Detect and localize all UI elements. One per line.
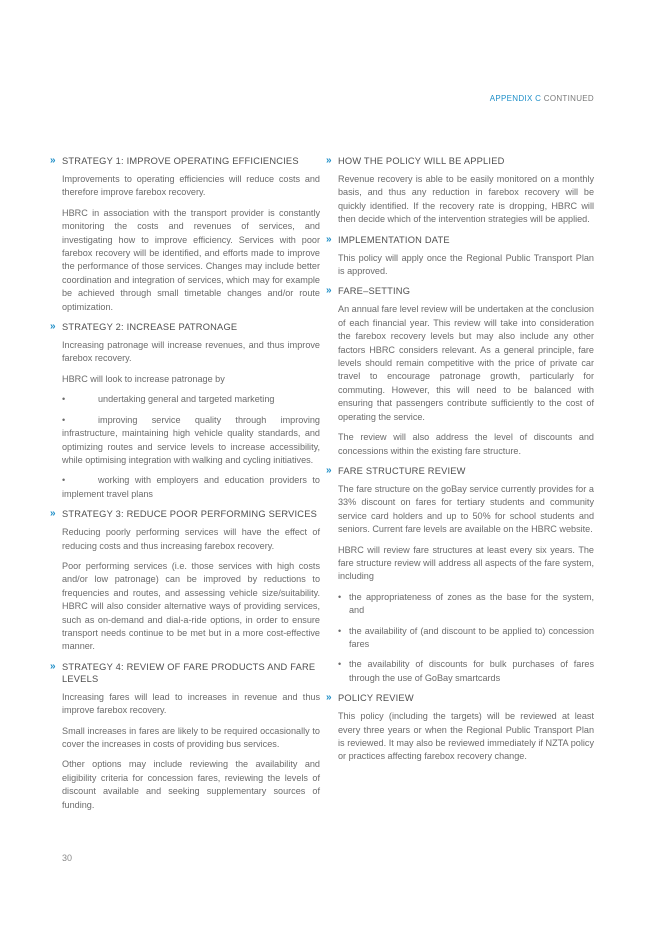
page-header [490, 94, 594, 103]
strategy-3-heading [50, 508, 320, 520]
section-title: HOW THE POLICY WILL BE APPLIED [338, 156, 505, 166]
chevron-icon: » [50, 321, 56, 333]
paragraph: Increasing patronage will increase revenues, and thus improve farebox recovery. [62, 340, 320, 364]
implementation-date-section [326, 234, 594, 279]
paragraph: This policy will apply once the Regional Public Transport Plan is approved. [338, 252, 594, 277]
list-item [338, 591, 594, 618]
paragraph: HBRC in association with the transport provider is constantly monitoring the costs and revenues of services, and investigating how to improve efficiency. Services with poor farebox recovery will be identified, and efforts made to improve the performance of those services. Changes may include better coordination and integration of services, which may for example be achieved through small timetable changes and/or route optimization. [62, 207, 320, 312]
right-column [326, 155, 594, 771]
paragraph: The fare structure on the goBay service currently provides for a 33% discount on fares for tertiary students and community service card holders and up to 50% for school students and seniors. Current fare levels are available on the HBRC website. [338, 483, 594, 535]
chevron-icon: » [50, 660, 56, 672]
bullet-list [338, 591, 594, 685]
list-item [338, 658, 594, 685]
paragraph: HBRC will look to increase patronage by [62, 373, 225, 384]
section-title: POLICY REVIEW [338, 693, 414, 704]
paragraph: The review will also address the level of discounts and concessions within the existing fare structure. [338, 432, 594, 456]
list-item [62, 474, 320, 501]
policy-applied-heading [326, 155, 594, 167]
strategy-4-section [50, 661, 320, 812]
paragraph: Other options may include reviewing the availability and eligibility criteria for concession fares, reviewing the levels of discount available and seeking supplementary sources of funding. [62, 759, 320, 810]
chevron-icon: » [326, 233, 332, 245]
list-item-text: the availability of (and discount to be applied to) concession fares [349, 625, 594, 649]
strategy-2-section [50, 321, 320, 501]
strategy-3-section [50, 508, 320, 654]
section-title: FARE–SETTING [338, 286, 411, 297]
section-title: STRATEGY 1: IMPROVE OPERATING EFFICIENCIES [62, 156, 299, 166]
paragraph: An annual fare level review will be undertaken at the conclusion of each financial year. This review will take into consideration the farebox recovery levels but may also include any other factors HBRC considers relevant. As a general principle, fare levels should remain competitive with the price of private car travel to encourage patronage growth, particularly for commuting. However, this will need to be balanced with ensuring that passengers contribute sufficiently to the cost of operating the service. [338, 304, 594, 422]
section-title: IMPLEMENTATION DATE [338, 234, 450, 245]
policy-review-section [326, 692, 594, 764]
policy-applied-section [326, 155, 594, 227]
bullet-icon: • [338, 659, 342, 670]
paragraph: Improvements to operating efficiencies will reduce costs and therefore improve farebox recovery. [62, 174, 320, 198]
chevron-icon: » [50, 155, 56, 166]
paragraph: Increasing fares will lead to increases in revenue and thus improve farebox recovery. [62, 691, 320, 716]
chevron-icon: » [326, 285, 332, 297]
list-item-text: improving service quality through improving infrastructure, maintaining high vehicle quality standards, and optimizing routes and service levels to increase accessibility, while optimising integration with walking and cycling initiatives. [62, 414, 320, 465]
strategy-4-heading [50, 661, 320, 685]
appendix-label: APPENDIX C [489, 94, 542, 103]
section-title: STRATEGY 3: REDUCE POOR PERFORMING SERVICES [62, 509, 318, 520]
list-item [338, 625, 594, 652]
bullet-icon: • [338, 625, 342, 636]
fare-setting-section [326, 285, 594, 457]
fare-structure-review-section [326, 465, 594, 685]
fare-structure-review-heading [326, 465, 594, 477]
fare-setting-heading [326, 285, 594, 297]
chevron-icon: » [50, 508, 56, 520]
list-item-text: working with employers and education providers to implement travel plans [62, 475, 320, 499]
paragraph: Poor performing services (i.e. those services with high costs and/or low patronage) can be improved by reductions to frequencies and routes, and assessing vehicle size/suitability. HBRC will also consider alternative ways of providing services, such as on-demand and dial-a-ride options, in order to ensure transport needs continue to be met but in a more cost-effective manner. [62, 560, 320, 652]
left-column [50, 155, 320, 819]
section-title: STRATEGY 2: INCREASE PATRONAGE [62, 322, 238, 333]
chevron-icon: » [326, 692, 332, 704]
list-item-text: the availability of discounts for bulk purchases of fares through the use of GoBay smartcards [349, 659, 594, 683]
paragraph: Small increases in fares are likely to be required occasionally to cover the increases in costs of providing bus services. [62, 725, 320, 749]
chevron-icon: » [326, 464, 332, 476]
paragraph: HBRC will review fare structures at least every six years. The fare structure review will address all aspects of the fare system, including [338, 544, 594, 582]
strategy-1-section [50, 155, 320, 314]
continued-label: CONTINUED [541, 94, 594, 103]
chevron-icon: » [326, 155, 332, 166]
list-item [62, 414, 320, 468]
bullet-icon: • [62, 475, 66, 486]
paragraph: Revenue recovery is able to be easily monitored on a monthly basis, and thus any reduction in farebox recovery will be quickly identified. If the recovery rate is dropping, HBRC will then decide which of the intervention strategies will be applied. [338, 174, 594, 225]
section-title: FARE STRUCTURE REVIEW [338, 465, 466, 476]
strategy-1-heading [50, 155, 320, 167]
strategy-2-heading [50, 321, 320, 333]
policy-review-heading [326, 692, 594, 704]
bullet-icon: • [62, 394, 66, 405]
implementation-date-heading [326, 234, 594, 246]
page-number: 30 [62, 853, 73, 863]
paragraph: Reducing poorly performing services will have the effect of reducing costs and thus increasing farebox recovery. [62, 527, 320, 551]
list-item-text: undertaking general and targeted marketing [98, 394, 275, 405]
bullet-icon: • [62, 414, 66, 425]
section-title: STRATEGY 4: REVIEW OF FARE PRODUCTS AND FARE LEVELS [62, 661, 316, 684]
bullet-icon: • [338, 591, 342, 602]
paragraph: This policy (including the targets) will be reviewed at least every three years or when the Regional Public Transport Plan is reviewed. It may also be reviewed immediately if NZTA policy or practices affecting farebox recovery change. [338, 711, 594, 762]
list-item [62, 393, 320, 406]
list-item-text: the appropriateness of zones as the base for the system, and [349, 591, 594, 616]
